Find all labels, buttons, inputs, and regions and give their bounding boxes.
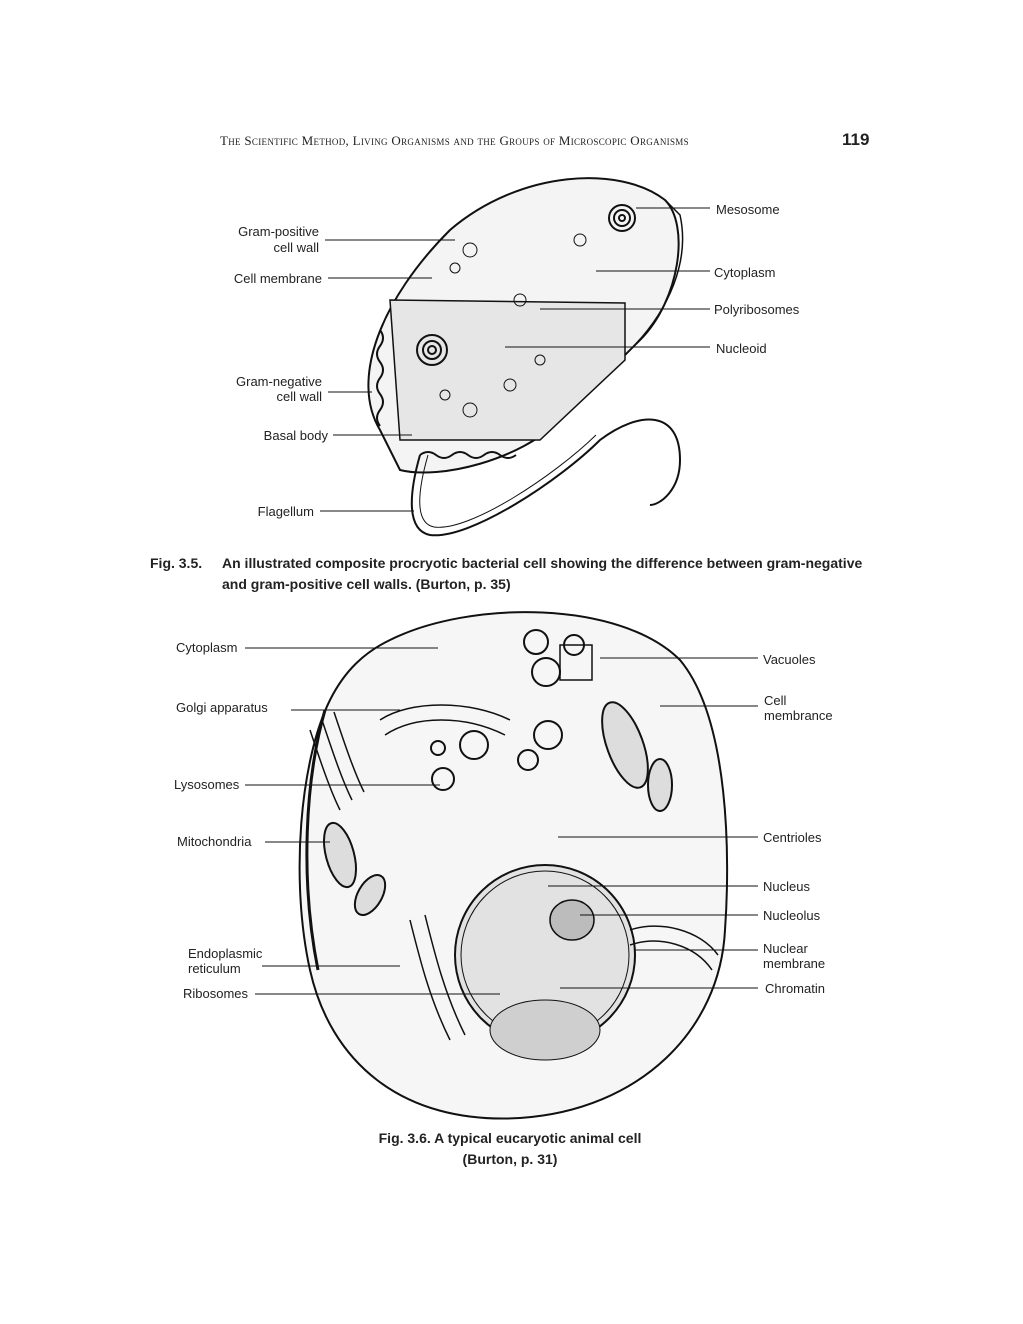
label-centrioles: Centrioles — [763, 830, 822, 845]
label-nuclear: Nuclear — [763, 941, 808, 956]
animal-cell-drawing — [300, 612, 728, 1118]
label-cytoplasm: Cytoplasm — [176, 640, 238, 655]
label-nucleus: Nucleus — [763, 879, 810, 894]
label-golgi-apparatus: Golgi apparatus — [176, 700, 268, 715]
running-header: The Scientific Method, Living Organisms and the Groups of Microscopic Organisms — [220, 133, 689, 148]
label-mitochondria: Mitochondria — [177, 834, 252, 849]
label-gram-positive: Gram-positive — [238, 224, 319, 239]
bacterial-cell-figure — [0, 170, 1023, 550]
label-gram-negative-cell-wall: cell wall — [276, 389, 322, 404]
caption-line-2: (Burton, p. 31) — [462, 1151, 558, 1167]
label-nucleolus: Nucleolus — [763, 908, 821, 923]
animal-cell-figure — [0, 600, 1023, 1125]
label-membrance: membrance — [764, 708, 833, 723]
label-cytoplasm: Cytoplasm — [714, 265, 776, 280]
label-nucleoid: Nucleoid — [716, 341, 767, 356]
label-basal-body: Basal body — [263, 428, 328, 443]
label-flagellum: Flagellum — [257, 504, 314, 519]
caption-line-2: and gram-positive cell walls. (Burton, p. 35) — [222, 576, 511, 592]
label-endoplasmic: Endoplasmic — [188, 946, 263, 961]
page-number: 119 — [842, 130, 870, 149]
label-gram-positive-cell-wall: cell wall — [273, 240, 319, 255]
label-vacuoles: Vacuoles — [763, 652, 816, 667]
label-ribosomes: Ribosomes — [183, 986, 249, 1001]
caption-line-1: An illustrated composite procryotic bacterial cell showing the difference between gram-negative — [222, 555, 863, 571]
label-polyribosomes: Polyribosomes — [714, 302, 800, 317]
nucleolus — [550, 900, 594, 940]
label-gram-negative: Gram-negative — [236, 374, 322, 389]
figure-3-6-caption — [340, 1128, 680, 1170]
cutaway-section — [390, 300, 625, 440]
label-chromatin: Chromatin — [765, 981, 825, 996]
bacterial-cell-drawing — [368, 178, 682, 535]
label-reticulum: reticulum — [188, 961, 241, 976]
label-lysosomes: Lysosomes — [174, 777, 240, 792]
label-cell: Cell — [764, 693, 787, 708]
label-cell-membrane: Cell membrane — [233, 271, 322, 286]
label-nuclear-membrane: membrane — [763, 956, 826, 971]
caption-number: Fig. 3.5. — [150, 555, 203, 571]
chromatin-region — [490, 1000, 600, 1060]
caption-line-1: Fig. 3.6. A typical eucaryotic animal cell — [378, 1130, 642, 1146]
figure-3-5-caption — [150, 553, 875, 595]
label-mesosome: Mesosome — [716, 202, 780, 217]
